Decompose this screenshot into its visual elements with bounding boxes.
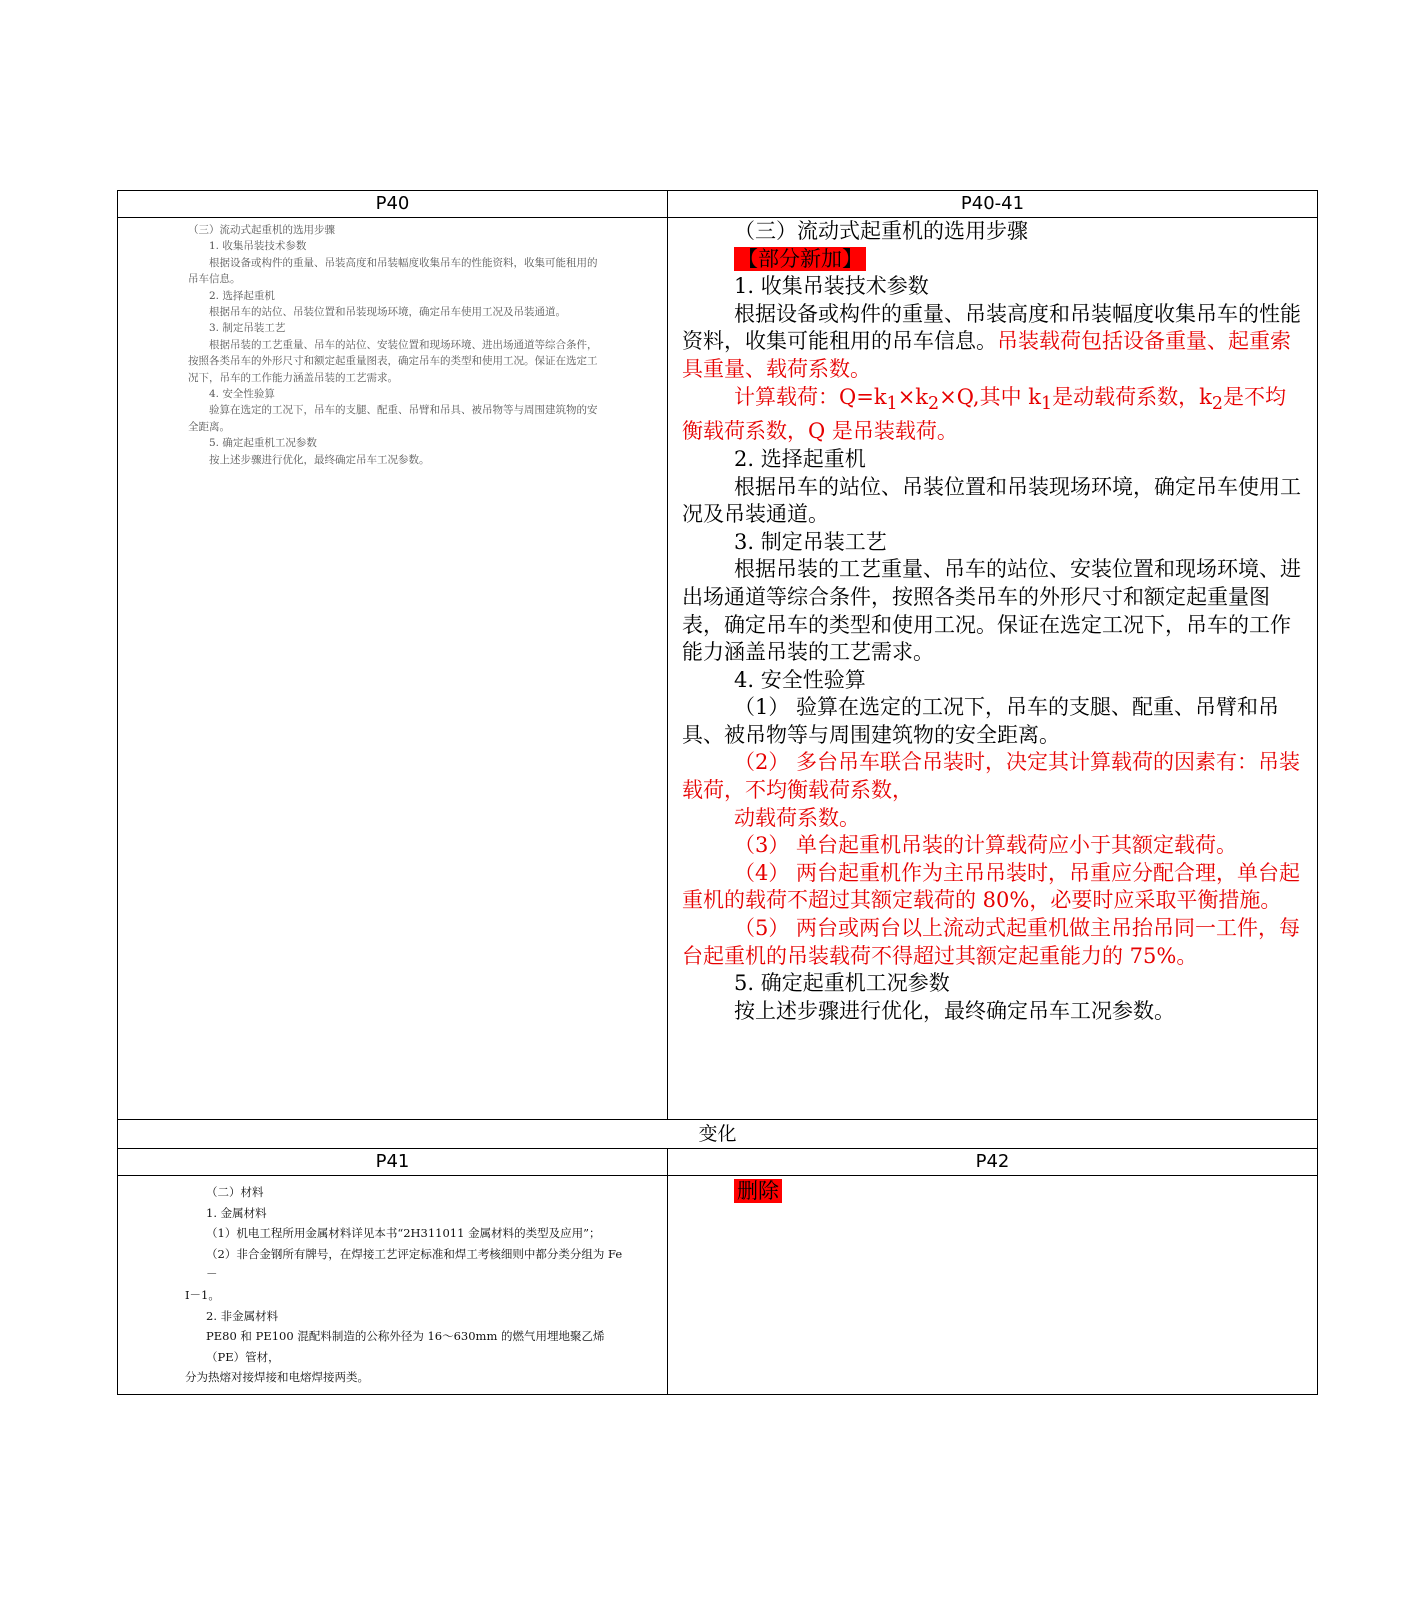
old-text-cell (118, 218, 668, 1120)
added-text: 吊装载荷包括设备重量、起重索具重量、载荷系数。 (682, 329, 1291, 381)
added-text: （3） 单台起重机吊装的计算载荷应小于其额定载荷。 (734, 833, 1238, 858)
formula-text: 计算载荷：$Q=k_1\times k_2\times Q$,其中 $k_1$是动载荷系数，$k_2$是不均衡载荷系数，Q 是吊装载荷。 (682, 384, 1287, 444)
step-text: 根据吊车的站位、吊装位置和吊装现场环境，确定吊车使用工况及吊装通道。 (682, 474, 1301, 527)
header-new-page: P40-41 (668, 191, 1318, 218)
old-line: 3. 制定吊装工艺 (209, 322, 286, 335)
step-title: 1. 收集吊装技术参数 (734, 274, 929, 299)
added-text: （4） 两台起重机作为主吊吊装时，吊重应分配合理，单台起重机的载荷不超过其额定载荷的 80%，必要时应采取平衡措施。 (682, 860, 1301, 913)
old-line: 2. 非金属材料 (206, 1308, 279, 1323)
old-line: 全距离。 (188, 420, 230, 433)
step-text: 按上述步骤进行优化，最终确定吊车工况参数。 (734, 998, 1175, 1023)
step-title: 5. 确定起重机工况参数 (734, 971, 950, 996)
old-line: 5. 确定起重机工况参数 (209, 437, 317, 450)
change-label: 变化 (118, 1120, 1318, 1149)
new-text-cell (668, 218, 1318, 1120)
old-line: 按照各类吊车的外形尺寸和额定起重量图表，确定吊车的类型和使用工况。保证在选定工 (188, 355, 598, 368)
step-text: 根据设备或构件的重量、吊装高度和吊装幅度收集吊车的性能资料，收集可能租用的吊车信息。 (682, 301, 1301, 354)
step-title: 4. 安全性验算 (734, 667, 866, 692)
step-text: （1） 验算在选定的工况下，吊车的支腿、配重、吊臂和吊具、被吊物等与周围建筑物的安全距离。 (682, 695, 1280, 747)
added-tag: 【部分新加】 (734, 247, 866, 271)
step-text: 根据吊装的工艺重量、吊车的站位、安装位置和现场环境、进出场通道等综合条件，按照各类吊车的外形尺寸和额定起重量图表，确定吊车的类型和使用工况。保证在选定工况下，吊车的工作能力涵盖吊装的工艺需求。 (682, 557, 1301, 665)
old-line: 1. 金属材料 (206, 1205, 267, 1220)
old-line: （2）非合金钢所有牌号，在焊接工艺评定标准和焊工考核细则中都分类分组为 Fe－ (206, 1246, 623, 1282)
old-line: （二）材料 (206, 1185, 264, 1199)
header-new-page: P42 (668, 1149, 1318, 1176)
old-line: （1）机电工程所用金属材料详见本书“2H311011 金属材料的类型及应用”； (206, 1226, 601, 1241)
old-line: 4. 安全性验算 (209, 388, 275, 401)
header-old-page: P40 (118, 191, 668, 218)
old-line: Ⅰ－1。 (185, 1287, 220, 1302)
step-title: 2. 选择起重机 (734, 446, 866, 471)
old-line: 况下，吊车的工作能力涵盖吊装的工艺需求。 (188, 371, 398, 384)
old-line: 根据设备或构件的重量、吊装高度和吊装幅度收集吊车的性能资料，收集可能租用的 (209, 256, 598, 269)
old-line: 1. 收集吊装技术参数 (209, 240, 307, 253)
added-text: （2） 多台吊车联合吊装时，决定其计算载荷的因素有：吊装载荷，不均衡载荷系数， (682, 750, 1301, 803)
comparison-table (117, 190, 1318, 1395)
old-line: 2. 选择起重机 (209, 289, 275, 302)
old-line: （三）流动式起重机的选用步骤 (188, 224, 335, 236)
old-line: 分为热熔对接焊接和电熔焊接两类。 (185, 1370, 369, 1385)
deleted-tag: 删除 (734, 1179, 782, 1203)
added-text: （5） 两台或两台以上流动式起重机做主吊抬吊同一工件，每台起重机的吊装载荷不得超过其额定起重能力的 75%。 (682, 916, 1301, 968)
added-text: 动载荷系数。 (734, 805, 860, 830)
old-line: 根据吊装的工艺重量、吊车的站位、安装位置和现场环境、进出场通道等综合条件， (209, 338, 598, 351)
old-line: 根据吊车的站位、吊装位置和吊装现场环境，确定吊车使用工况及吊装通道。 (209, 306, 566, 319)
header-old-page: P41 (118, 1149, 668, 1176)
step-title: 3. 制定吊装工艺 (734, 529, 887, 554)
old-line: 验算在选定的工况下，吊车的支腿、配重、吊臂和吊具、被吊物等与周围建筑物的安 (209, 404, 598, 417)
old-line: PE80 和 PE100 混配料制造的公称外径为 16～630mm 的燃气用埋地聚乙烯（PE）管材， (206, 1329, 605, 1364)
section-heading: （三）流动式起重机的选用步骤 (734, 219, 1028, 243)
new-text-cell (668, 1176, 1318, 1395)
old-line: 吊车信息。 (188, 273, 241, 286)
old-line: 按上述步骤进行优化，最终确定吊车工况参数。 (209, 453, 430, 466)
old-text-cell (118, 1176, 668, 1395)
